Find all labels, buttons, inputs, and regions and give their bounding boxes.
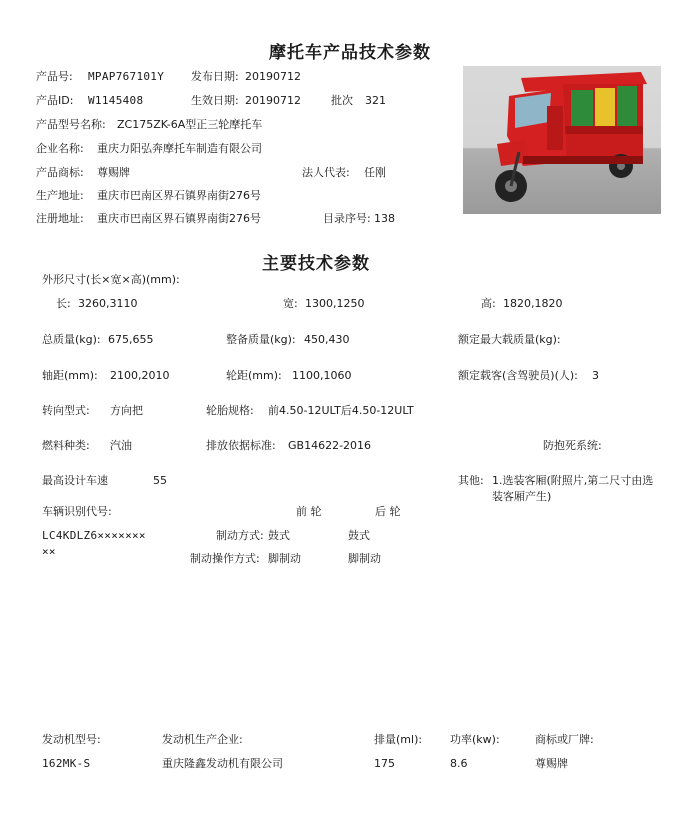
batch-label: 批次 [331,94,353,107]
legal-rep-label: 法人代表: [302,166,350,179]
canopy-green-panel [571,90,593,128]
length-label: 长: [56,297,71,310]
max-load-label: 额定最大载质量(kg): [458,333,561,346]
page-title: 摩托车产品技术参数 [269,43,431,63]
abs-label: 防抱死系统: [543,439,602,452]
other-line-2: 装客厢产生) [492,490,552,503]
height-value: 1820,1820 [503,297,563,310]
brand-value: 尊赐牌 [97,166,130,179]
engine-brand-label: 商标或厂牌: [535,733,594,746]
vin-line-2: ×× [42,545,56,558]
product-no-value: MPAP767101Y [88,70,165,83]
width-label: 宽: [283,297,298,310]
engine-brand-value: 尊赐牌 [535,757,568,770]
catalog-no-label: 目录序号: [323,212,371,225]
emission-label: 排放依据标准: [206,439,276,452]
fuel-value: 汽油 [110,439,132,452]
release-date-value: 20190712 [245,70,301,83]
registered-addr-label: 注册地址: [36,212,84,225]
fuel-label: 燃料种类: [42,439,90,452]
wheelbase-value: 2100,2010 [110,369,170,382]
canopy-green-panel-2 [617,86,637,128]
batch-value: 321 [365,94,386,107]
other-label: 其他: [458,474,484,487]
dimensions-label: 外形尺寸(长×宽×高)(mm): [42,273,180,286]
release-date-label: 发布日期: [191,70,239,83]
cab-door [547,106,563,150]
wheelbase-label: 轴距(mm): [42,369,98,382]
emission-value: GB14622-2016 [288,439,372,452]
tricycle-photo [463,66,661,214]
engine-displacement-value: 175 [374,757,395,770]
engine-model-value: 162MK-S [42,757,91,770]
tricycle-illustration [463,66,661,214]
brake-op-label: 制动操作方式: [190,552,260,565]
brake-type-rear: 鼓式 [348,529,370,542]
brake-type-front: 鼓式 [268,529,290,542]
steering-label: 转向型式: [42,404,90,417]
product-id-label: 产品ID: [36,94,74,107]
rear-wheel-label: 后 轮 [375,505,401,518]
track-value: 1100,1060 [292,369,352,382]
model-label: 产品型号名称: [36,118,106,131]
engine-power-label: 功率(kw): [450,733,500,746]
catalog-no-value: 138 [374,212,395,225]
registered-addr-value: 重庆市巴南区界石镇界南街276号 [97,212,261,225]
tire-value: 前4.50-12ULT后4.50-12ULT [268,404,414,417]
engine-maker-label: 发动机生产企业: [162,733,243,746]
canopy-yellow-panel [595,88,615,128]
production-addr-value: 重庆市巴南区界石镇界南街276号 [97,189,261,202]
vin-line-1: LC4KDLZ6××××××× [42,529,146,542]
brake-type-label: 制动方式: [216,529,264,542]
total-mass-value: 675,655 [108,333,154,346]
production-addr-label: 生产地址: [36,189,84,202]
canopy-frame [563,126,643,134]
company-value: 重庆力阳弘奔摩托车制造有限公司 [97,142,262,155]
brake-op-front: 脚制动 [268,552,301,565]
effective-date-label: 生效日期: [191,94,239,107]
curb-mass-value: 450,430 [304,333,350,346]
total-mass-label: 总质量(kg): [42,333,101,346]
engine-model-label: 发动机型号: [42,733,101,746]
effective-date-value: 20190712 [245,94,301,107]
front-wheel-label: 前 轮 [296,505,322,518]
legal-rep-value: 任刚 [364,166,386,179]
product-id-value: W1145408 [88,94,144,107]
length-value: 3260,3110 [78,297,138,310]
passengers-value: 3 [592,369,599,382]
company-label: 企业名称: [36,142,84,155]
engine-displacement-label: 排量(ml): [374,733,423,746]
engine-maker-value: 重庆隆鑫发动机有限公司 [162,757,283,770]
curb-mass-label: 整备质量(kg): [226,333,296,346]
max-speed-label: 最高设计车速 [42,474,108,487]
model-value: ZC175ZK-6A型正三轮摩托车 [117,118,263,131]
tire-label: 轮胎规格: [206,404,254,417]
width-value: 1300,1250 [305,297,365,310]
vehicle-floor [523,156,643,164]
brand-label: 产品商标: [36,166,84,179]
vin-label: 车辆识别代号: [42,505,112,518]
max-speed-value: 55 [153,474,167,487]
section-title: 主要技术参数 [262,254,370,274]
passengers-label: 额定载客(含驾驶员)(人): [458,369,578,382]
steering-value: 方向把 [110,404,143,417]
brake-op-rear: 脚制动 [348,552,381,565]
product-no-label: 产品号: [36,70,73,83]
other-line-1: 1.选装客厢(附照片,第二尺寸由选 [492,474,654,487]
height-label: 高: [481,297,496,310]
engine-power-value: 8.6 [450,757,468,770]
track-label: 轮距(mm): [226,369,282,382]
